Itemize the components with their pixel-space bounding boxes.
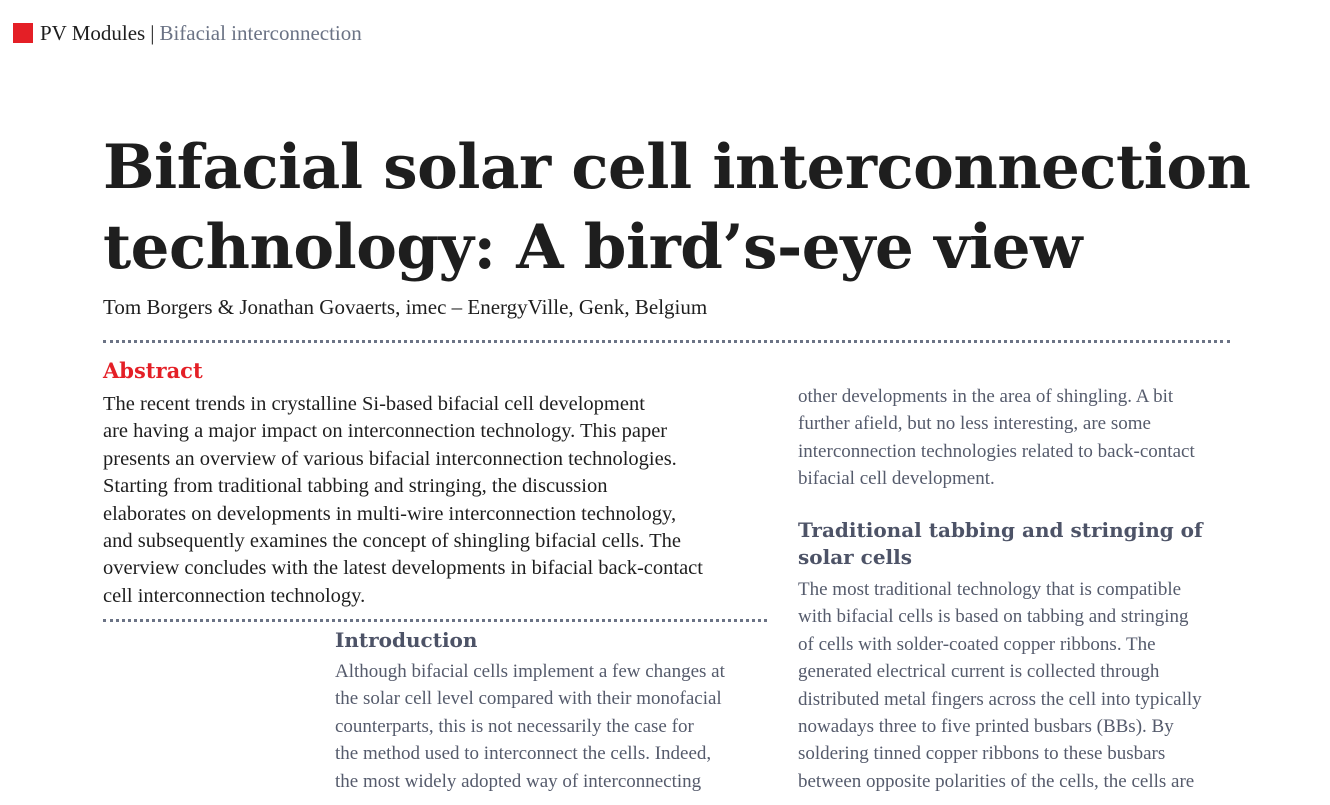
- abstract-line: are having a major impact on interconnection technology. This paper: [103, 420, 668, 443]
- abstract-text: [103, 391, 768, 610]
- body-line: the solar cell level compared with their monofacial: [335, 688, 722, 710]
- article-title: [103, 128, 1253, 288]
- body-line: interconnection technologies related to back-contact: [798, 440, 1195, 462]
- body-line: between opposite polarities of the cells, the cells are: [798, 770, 1195, 792]
- abstract-line: Starting from traditional tabbing and stringing, the discussion: [103, 475, 608, 498]
- body-line: the method used to interconnect the cells. Indeed,: [335, 743, 712, 765]
- body-line: distributed metal fingers across the cell into typically: [798, 688, 1202, 710]
- introduction-text: [335, 658, 755, 795]
- author-line: Tom Borgers & Jonathan Govaerts, imec – EnergyVille, Genk, Belgium: [103, 295, 708, 319]
- abstract-line: cell interconnection technology.: [103, 584, 366, 607]
- dotted-divider: [103, 619, 767, 622]
- body-line: other developments in the area of shingling. A bit: [798, 386, 1174, 407]
- abstract-line: The recent trends in crystalline Si-based bifacial cell development: [103, 393, 645, 415]
- abstract-line: and subsequently examines the concept of shingling bifacial cells. The: [103, 530, 682, 553]
- body-line: further afield, but no less interesting, are some: [798, 413, 1151, 435]
- tabbing-section-text: [798, 576, 1238, 795]
- introduction-heading: Introduction: [335, 628, 478, 652]
- body-line: Although bifacial cells implement a few changes at: [335, 661, 725, 682]
- body-line: counterparts, this is not necessarily the case for: [335, 715, 694, 737]
- header-separator: |: [150, 20, 155, 45]
- heading-line: Traditional tabbing and stringing of: [798, 518, 1203, 542]
- body-line: the most widely adopted way of interconnecting: [335, 770, 702, 792]
- section-marker-square: [13, 23, 33, 43]
- tabbing-section-heading: [798, 517, 1228, 571]
- heading-line: solar cells: [798, 545, 913, 569]
- running-header: [13, 20, 362, 46]
- title-line: technology: A bird’s-eye view: [103, 212, 1083, 283]
- body-line: soldering tinned copper ribbons to these busbars: [798, 743, 1166, 765]
- header-topic: Bifacial interconnection: [159, 20, 362, 45]
- body-line: of cells with solder-coated copper ribbons. The: [798, 633, 1156, 655]
- abstract-line: overview concludes with the latest developments in bifacial back-contact: [103, 557, 703, 580]
- body-line: The most traditional technology that is compatible: [798, 579, 1182, 600]
- dotted-divider: [103, 340, 1230, 343]
- title-line: Bifacial solar cell interconnection: [103, 132, 1251, 203]
- abstract-line: presents an overview of various bifacial interconnection technologies.: [103, 447, 677, 470]
- body-line: nowadays three to five printed busbars (BBs). By: [798, 716, 1174, 738]
- body-line: with bifacial cells is based on tabbing and stringing: [798, 606, 1189, 628]
- abstract-heading: Abstract: [103, 358, 203, 383]
- body-line: generated electrical current is collected through: [798, 661, 1160, 683]
- right-column-continued-text: [798, 383, 1238, 493]
- header-section: PV Modules: [40, 20, 146, 45]
- abstract-line: elaborates on developments in multi-wire interconnection technology,: [103, 502, 677, 525]
- body-line: bifacial cell development.: [798, 468, 995, 490]
